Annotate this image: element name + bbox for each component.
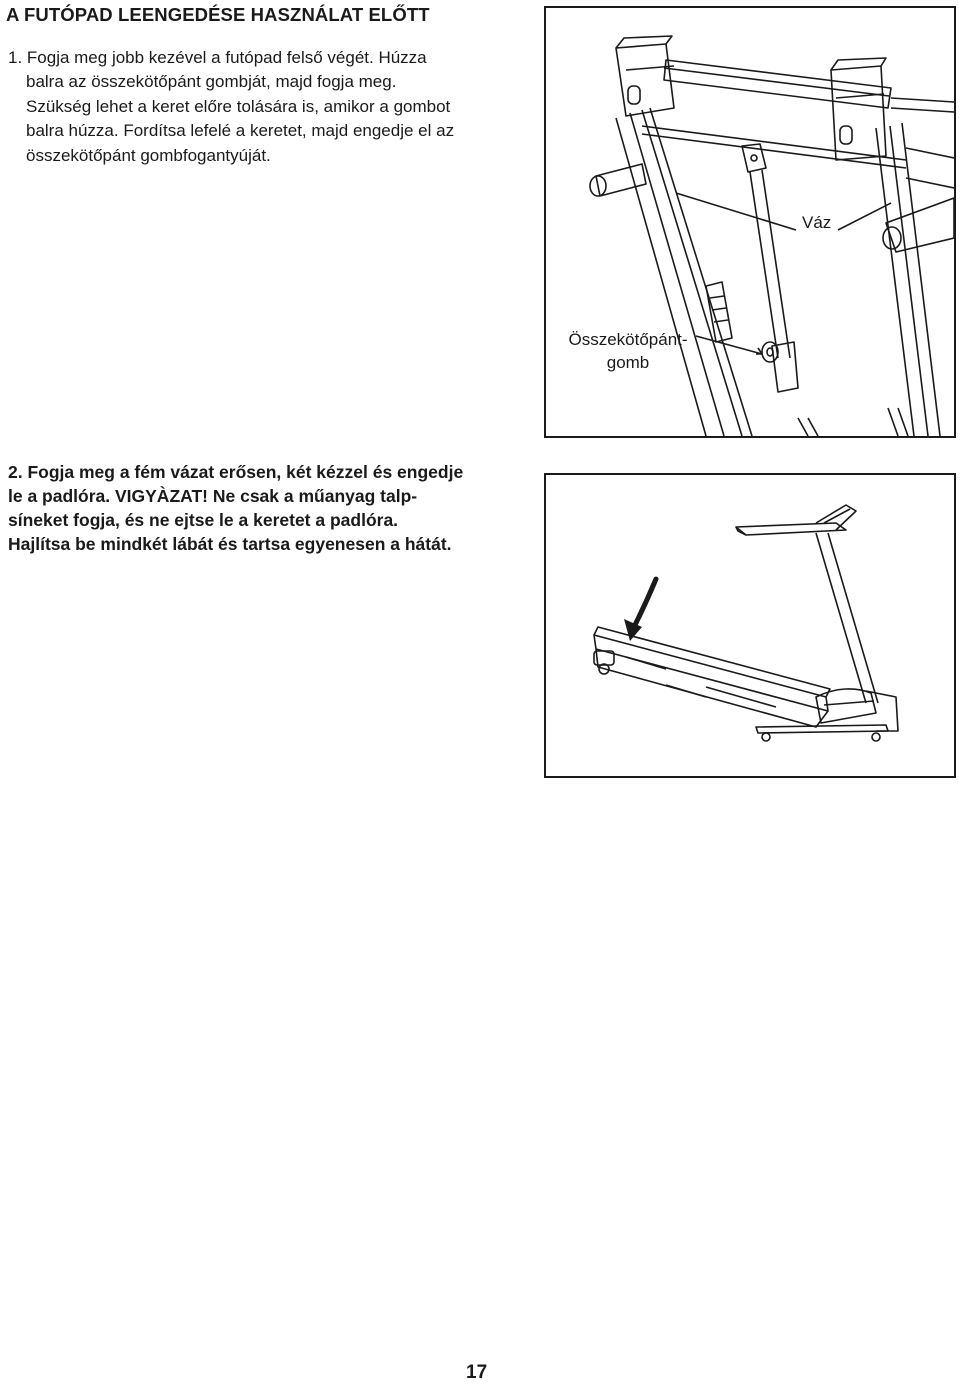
step-2-line: le a padlóra. VIGYÀZAT! Ne csak a műanyag talp- (8, 486, 418, 506)
frame-callout-label: Váz (802, 213, 832, 232)
latch-knob-callout-line1: Összekötőpánt- (568, 330, 688, 349)
step-2-instructions (8, 460, 538, 556)
page-heading: A FUTÓPAD LEENGEDÉSE HASZNÁLAT ELŐTT (6, 4, 430, 25)
figure-2-lowering-treadmill (544, 473, 956, 778)
step-1-line: balra az összekötőpánt gombját, majd fogja meg. (26, 72, 397, 92)
step-1-line: Szükség lehet a keret előre tolására is, amikor a gombot (26, 96, 451, 116)
latch-knob-callout-label (558, 328, 698, 374)
latch-knob-callout-line2: gomb (606, 353, 650, 372)
step-2-line: síneket fogja, és ne ejtse le a keretet a padlóra. (8, 510, 399, 530)
step-1-line: 1. Fogja meg jobb kezével a futópad felső végét. Húzza (8, 48, 427, 67)
step-1-instructions (8, 46, 528, 168)
step-1-line: összekötőpánt gombfogantyúját. (26, 145, 271, 165)
treadmill-lowered-illustration (546, 475, 954, 776)
step-2-line: 2. Fogja meg a fém vázat erősen, két kézzel és engedje (8, 462, 464, 482)
step-1-line: balra húzza. Fordítsa lefelé a keretet, majd engedje el az (26, 121, 455, 141)
figure-1-frame-latch (544, 6, 956, 438)
step-2-line: Hajlítsa be mindkét lábát és tartsa egyenesen a hátát. (8, 534, 452, 554)
page-number: 17 (466, 1362, 488, 1383)
